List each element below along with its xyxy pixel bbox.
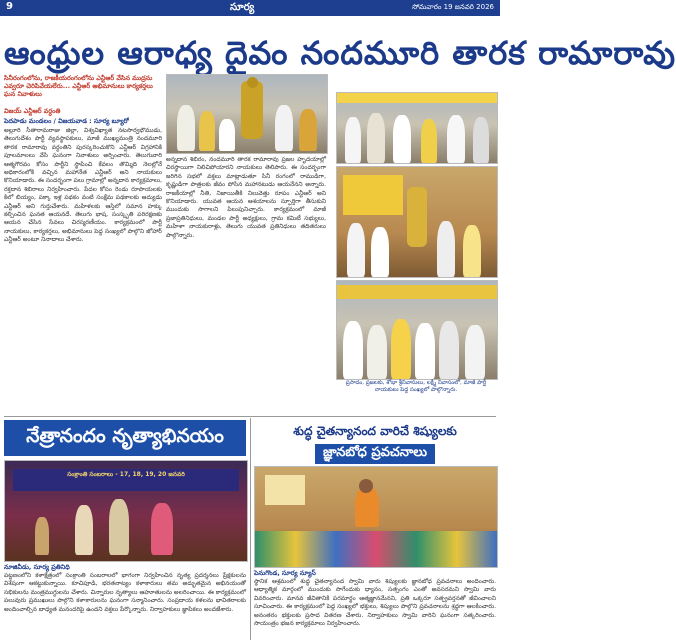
page-header [0,0,500,16]
group-photo [336,280,498,380]
dance-photo [4,460,248,562]
column-divider [250,418,251,640]
ntr-statue-figure [241,81,263,139]
story-lead-2: విజయ్ ఎన్టీఆర్ వర్ధంతి [4,107,61,115]
lecture-body: స్థానిక ఆశ్రమంలో శుద్ధ చైతన్యానంద స్వామి వారు శిష్యులకు జ్ఞానబోధ ప్రవచనాలు అందించారు. ఆధ్యాత్మిక మార్గంలో ముందుకు సాగేందుకు ధ్యానం, సత్సంగం ఎంతో అవసరమని స్వామి వారు వివరించారు. మానవ జీవితానికి పరమార్థం ఆత్మజ్ఞానమేనని, ప్రతి ఒక్కరూ సత్ప్రవర్తనతో జీవించాలని సూచించారు. ఈ కార్యక్రమంలో పెద్ద సంఖ్యలో భక్తులు, శిష్యులు పాల్గొని ప్రవచనాలను శ్రద్ధగా ఆలకించారు. అనంతరం భక్తులకు ప్రసాద వితరణ చేశారు. నిర్వాహకులు స్వామి వారిని ఘనంగా సత్కరించారు. సాయంత్రం భజన కార్యక్రమాలు నిర్వహించారు. [254,578,496,628]
issue-date: సోమవారం 19 జనవరి 2026 [412,3,494,11]
tribute-photo [336,166,498,278]
garland-photo [336,92,498,164]
story-lead: సినీరంగంలోను, రాజకీయరంగంలోను ఎన్టీఆర్ వేసిన ముద్రను ఎవ్వరూ చెరిపివేయలేరు... ఎన్టీఆర్ అభిమానులు కార్యకర్తలు ఘన నివాళులు [4,74,153,98]
lecture-title-line1: శుద్ధ చైతన్యానంద వారిచే శిష్యులకు [293,424,457,438]
dance-body: పట్టణంలోని కళాక్షేత్రంలో సంక్రాంతి సంబరాలలో భాగంగా నిర్వహించిన నృత్య ప్రదర్శనలు ప్రేక్షకులను విశేషంగా ఆకట్టుకున్నాయి. కూచిపూడి, భరతనాట్యం కళాకారులు తమ అద్భుతమైన అభినయంతో సభికులను మంత్రముగ్ధులను చేశారు. చిన్నారుల నృత్యాలు ఆహూతులను అలరించాయి. ఈ కార్యక్రమంలో పలువురు ప్రముఖులు పాల్గొని కళాకారులను ఘనంగా సన్మానించారు. సంప్రదాయ కళలను భావితరాలకు అందించాల్సిన బాధ్యత మనందరిపై ఉందని వక్తలు పేర్కొన్నారు. నిర్వాహకులు జ్ఞాపికలు అందజేశారు. [4,572,246,613]
stage-banner: సంక్రాంతి సంబరాలు - 17, 18, 19, 20 జనవరి [13,469,239,491]
group-photo-caption: ప్రసాదం, ప్రజలకు, శోభా శ్రీనివాసులు, లక్ష్మీ నివాసంలో, మాజీ పార్టీ నాయకులు పెద్ద సంఖ్యలో పాల్గొన్నారు. [345,380,487,393]
dance-title-text: నేత్రానందం నృత్యాభినయం [26,425,224,447]
statue-photo [166,74,328,154]
page-number: 9 [6,1,13,12]
story-byline: పెదపాడు మండలం / విజయవాడ : సూర్య బ్యూరో [4,117,129,125]
lecture-section-title [254,422,496,464]
audience-crowd [255,531,497,567]
dance-byline: నూజివీడు, సూర్య ప్రతినిధి [4,563,70,571]
lecture-title-line2: జ్ఞానబోధ ప్రవచనాలు [315,444,435,464]
lecture-byline: పెనుగొండ, సూర్య న్యూస్ [254,569,316,577]
lecture-photo [254,466,498,568]
main-headline: ఆంధ్రుల ఆరాధ్య దైవం నందమూరి తారక రామారావు [4,34,676,72]
dance-section-title [4,420,246,456]
paper-name: సూర్య [230,2,255,13]
story-body-right: అన్నదాన శిబిరం, నందమూరి తారక రామారావు ప్రజల హృదయాల్లో చిరస్థాయిగా నిలిచిపోయారని నాయకులు తెలిపారు. ఈ సందర్భంగా జరిగిన సభలో వక్తలు మాట్లాడుతూ సినీ రంగంలో రాముడిగా, కృష్ణుడిగా పాత్రలకు జీవం పోసిన మహానటుడు ఆయనేనని అన్నారు. రాజకీయాల్లో నీతి, నిజాయితీకి నిలువెత్తు రూపం ఎన్టీఆర్ అని కొనియాడారు. యువత ఆయన ఆశయాలను స్ఫూర్తిగా తీసుకుని ముందుకు సాగాలని పిలుపునిచ్చారు. కార్యక్రమంలో మాజీ ప్రజాప్రతినిధులు, మండల పార్టీ అధ్యక్షులు, గ్రామ కమిటీ సభ్యులు, మహిళా నాయకురాళ్లు, తెలుగు యువత ప్రతినిధులు తదితరులు పాల్గొన్నారు. [166,156,326,239]
section-divider [4,416,496,417]
story-body-left: అల్లూరి సీతారామరాజు జిల్లా, విశ్వవిఖ్యాత నటసార్వభౌముడు, తెలుగుదేశం పార్టీ వ్యవస్థాపకులు, మాజీ ముఖ్యమంత్రి నందమూరి తారక రామారావు వర్ధంతిని పురస్కరించుకొని ఎన్టీఆర్ విగ్రహానికి పూలమాలలు వేసి ఘనంగా నివాళులు అర్పించారు. తెలుగువారి ఆత్మగౌరవం కోసం పార్టీని స్థాపించి కేవలం తొమ్మిది నెలల్లోనే అధికారంలోకి వచ్చిన మహానేత ఎన్టీఆర్ అని నాయకులు కొనియాడారు. ఈ సందర్భంగా పలు గ్రామాల్లో అన్నదాన కార్యక్రమాలు, రక్తదాన శిబిరాలు నిర్వహించారు. పేదల కోసం రెండు రూపాయలకు కిలో బియ్యం, పక్కా ఇళ్ల పథకం వంటి సంక్షేమ పథకాలకు ఆద్యుడు ఎన్టీఆర్ అని గుర్తుచేశారు. మహిళలకు ఆస్తిలో సమాన హక్కు కల్పించిన ఘనత ఆయనదే. తెలుగు భాష, సంస్కృతి పరిరక్షణకు ఆయన చేసిన సేవలు చిరస్మరణీయం. కార్యక్రమంలో పార్టీ నాయకులు, కార్యకర్తలు, అభిమానులు పెద్ద సంఖ్యలో పాల్గొని జోహార్ ఎన్టీఆర్ అంటూ నినాదాలు చేశారు. [4,127,162,244]
